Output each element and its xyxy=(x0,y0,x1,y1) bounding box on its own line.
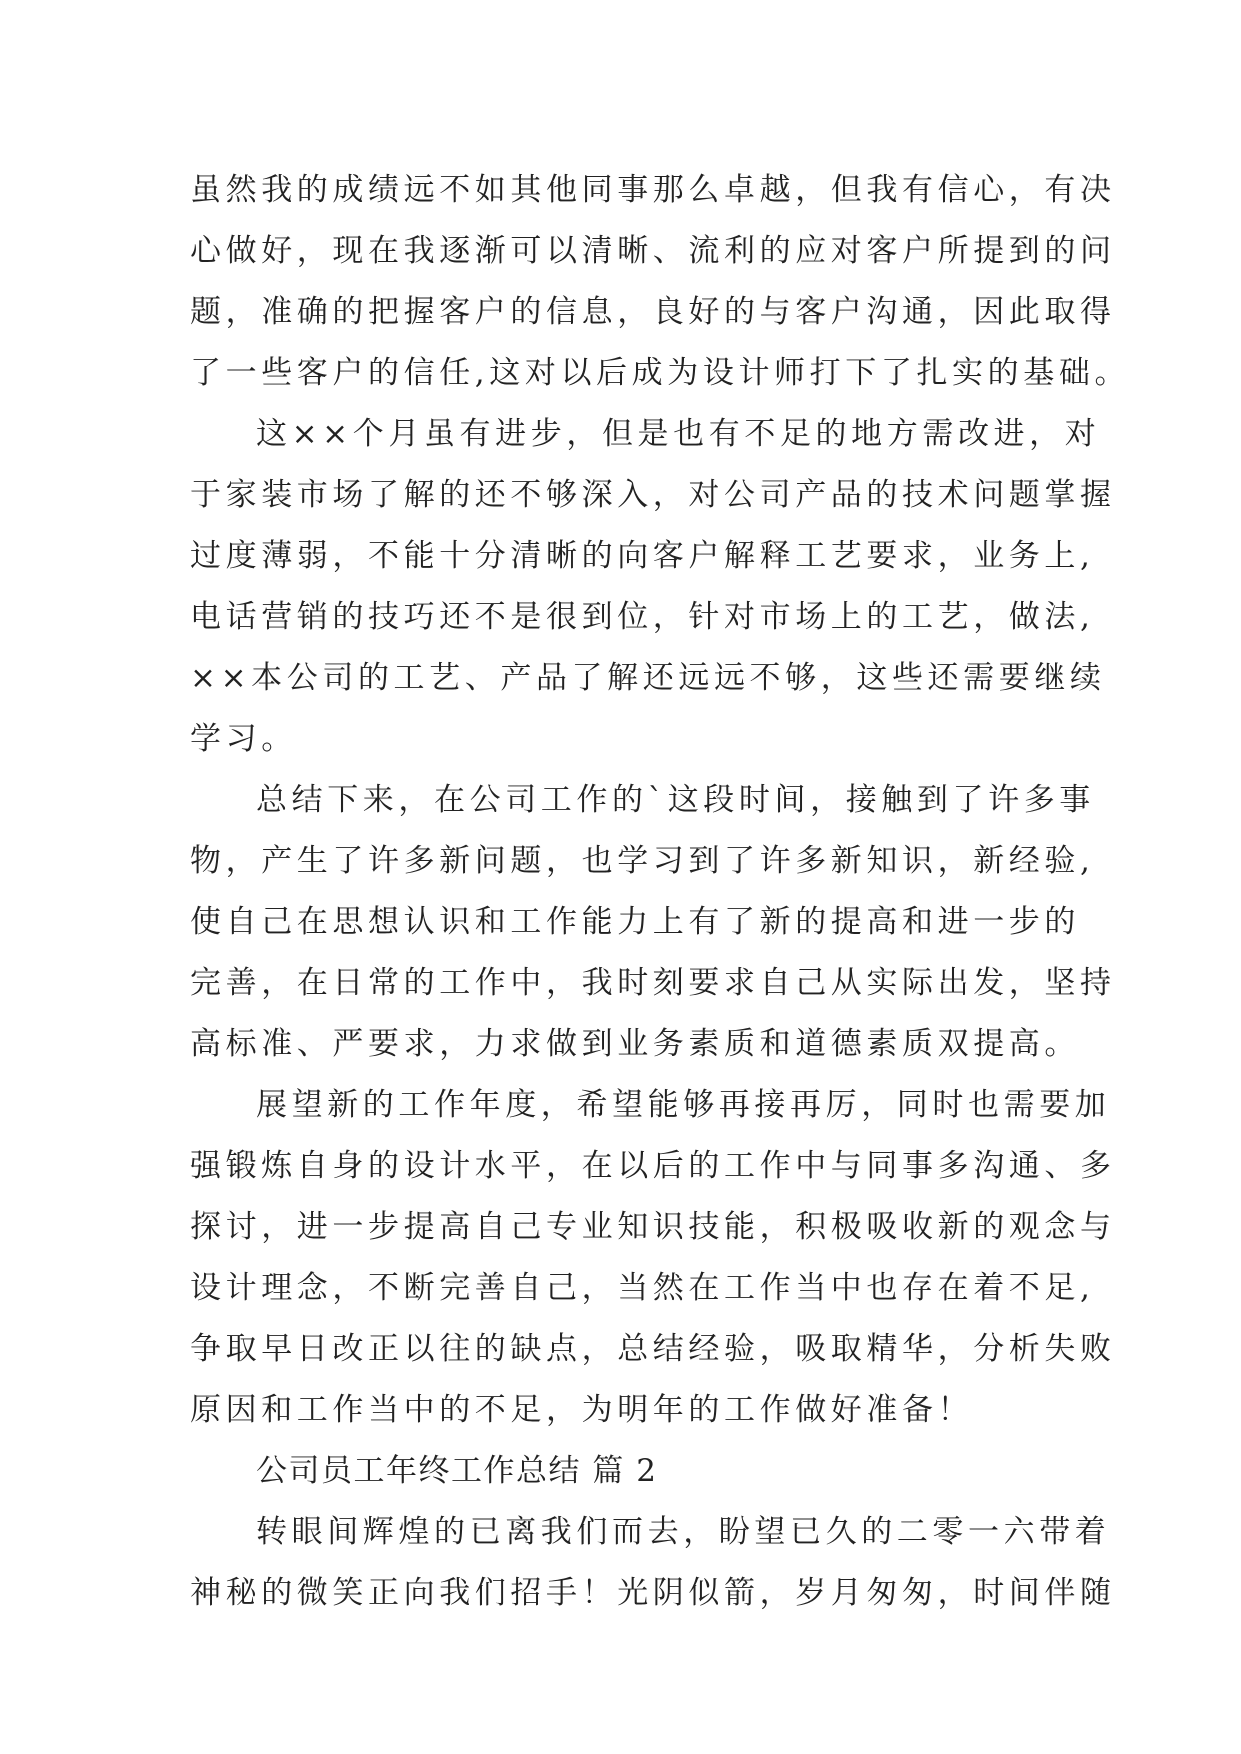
paragraph-4 xyxy=(190,1075,1116,1441)
text-line: 原因和工作当中的不足，为明年的工作做好准备！ xyxy=(190,1392,974,1428)
text-line: 于家装市场了解的还不够深入，对公司产品的技术问题掌握 xyxy=(190,477,1116,513)
text-line: 了一些客户的信任,这对以后成为设计师打下了扎实的基础。 xyxy=(190,355,1131,391)
text-line: 高标准、严要求，力求做到业务素质和道德素质双提高。 xyxy=(190,1026,1080,1062)
text-line: 学习。 xyxy=(190,721,297,757)
text-line: 过度薄弱，不能十分清晰的向客户解释工艺要求，业务上, xyxy=(190,538,1095,574)
text-line: 心做好，现在我逐渐可以清晰、流利的应对客户所提到的问 xyxy=(190,233,1116,269)
paragraph-2 xyxy=(190,404,1116,770)
text-line: 使自己在思想认识和工作能力上有了新的提高和进一步的 xyxy=(190,904,1080,940)
text-line: 物，产生了许多新问题，也学习到了许多新知识，新经验, xyxy=(190,843,1095,879)
text-line: 这××个月虽有进步，但是也有不足的地方需改进，对 xyxy=(256,416,1101,452)
text-line: 转眼间辉煌的已离我们而去，盼望已久的二零一六带着 xyxy=(256,1514,1111,1550)
text-line: 虽然我的成绩远不如其他同事那么卓越，但我有信心，有决 xyxy=(190,172,1116,208)
paragraph-3 xyxy=(190,770,1116,1075)
text-line: 电话营销的技巧还不是很到位，针对市场上的工艺，做法, xyxy=(190,599,1095,635)
paragraph-5 xyxy=(190,1502,1116,1624)
text-line: 设计理念，不断完善自己，当然在工作当中也存在着不足, xyxy=(190,1270,1095,1306)
text-line: 展望新的工作年度，希望能够再接再厉，同时也需要加 xyxy=(256,1087,1111,1123)
section-heading: 公司员工年终工作总结 篇 2 xyxy=(256,1453,658,1489)
text-line: 完善，在日常的工作中，我时刻要求自己从实际出发，坚持 xyxy=(190,965,1116,1001)
text-line: 探讨，进一步提高自己专业知识技能，积极吸收新的观念与 xyxy=(190,1209,1116,1245)
document-body xyxy=(190,160,1131,1624)
text-line: 争取早日改正以往的缺点，总结经验，吸取精华，分析失败 xyxy=(190,1331,1116,1367)
paragraph-1 xyxy=(190,160,1131,404)
text-line: 总结下来，在公司工作的`这段时间，接触到了许多事 xyxy=(256,782,1095,818)
text-line: 神秘的微笑正向我们招手！光阴似箭，岁月匆匆，时间伴随 xyxy=(190,1575,1116,1611)
text-line: 强锻炼自身的设计水平，在以后的工作中与同事多沟通、多 xyxy=(190,1148,1116,1184)
text-line: ××本公司的工艺、产品了解还远远不够，这些还需要继续 xyxy=(190,660,1106,696)
text-line: 题，准确的把握客户的信息，良好的与客户沟通，因此取得 xyxy=(190,294,1116,330)
